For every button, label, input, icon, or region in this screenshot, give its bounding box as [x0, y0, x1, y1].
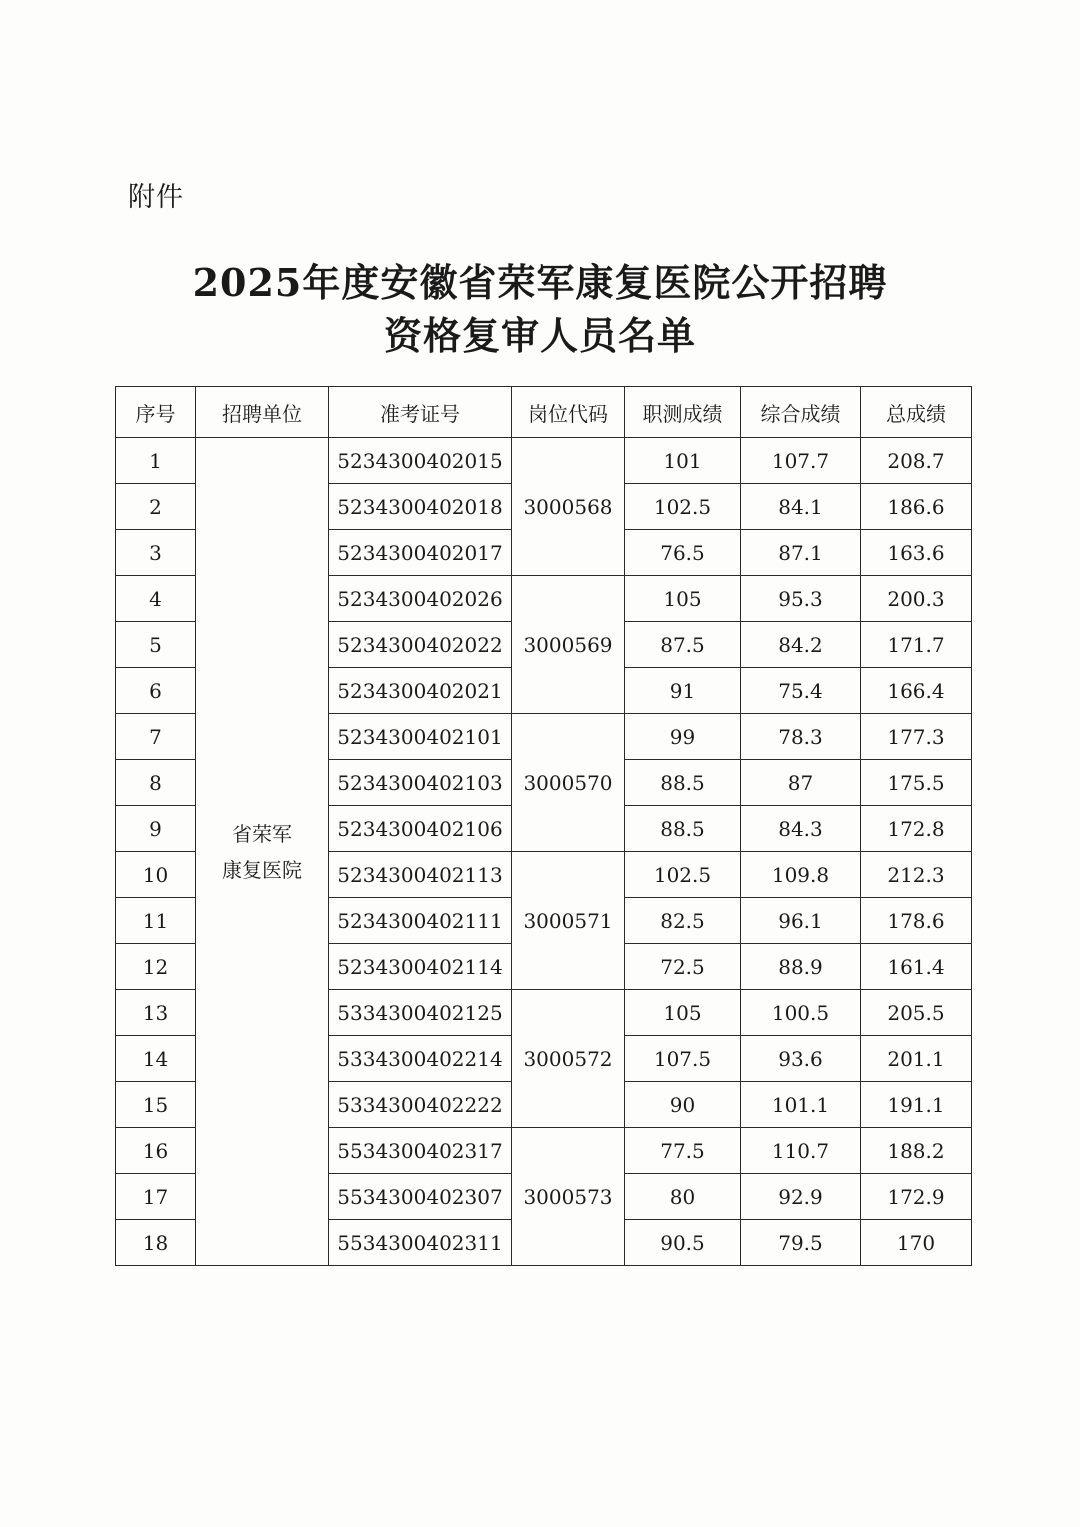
- exam-id: 5234300402018: [329, 484, 512, 530]
- total-score: 186.6: [861, 484, 972, 530]
- total-score: 205.5: [861, 990, 972, 1036]
- header-cell-aptitude-score: 职测成绩: [625, 387, 741, 438]
- total-score: 201.1: [861, 1036, 972, 1082]
- total-score: 166.4: [861, 668, 972, 714]
- aptitude-score: 82.5: [625, 898, 741, 944]
- comprehensive-score: 87: [741, 760, 861, 806]
- aptitude-score: 76.5: [625, 530, 741, 576]
- total-score: 163.6: [861, 530, 972, 576]
- row-index: 15: [116, 1082, 196, 1128]
- row-index: 6: [116, 668, 196, 714]
- row-index: 14: [116, 1036, 196, 1082]
- comprehensive-score: 96.1: [741, 898, 861, 944]
- comprehensive-score: 95.3: [741, 576, 861, 622]
- comprehensive-score: 84.1: [741, 484, 861, 530]
- exam-id: 5234300402026: [329, 576, 512, 622]
- attachment-label: 附件: [128, 182, 184, 213]
- comprehensive-score: 84.2: [741, 622, 861, 668]
- exam-id: 5234300402101: [329, 714, 512, 760]
- aptitude-score: 91: [625, 668, 741, 714]
- position-code: 3000569: [512, 576, 625, 714]
- aptitude-score: 80: [625, 1174, 741, 1220]
- header-cell-total-score: 总成绩: [861, 387, 972, 438]
- aptitude-score: 105: [625, 576, 741, 622]
- comprehensive-score: 93.6: [741, 1036, 861, 1082]
- position-code: 3000568: [512, 438, 625, 576]
- recruiting-unit-line2: 康复医院: [222, 857, 302, 882]
- row-index: 13: [116, 990, 196, 1036]
- exam-id: 5234300402111: [329, 898, 512, 944]
- total-score: 172.9: [861, 1174, 972, 1220]
- comprehensive-score: 109.8: [741, 852, 861, 898]
- total-score: 208.7: [861, 438, 972, 484]
- exam-id: 5334300402125: [329, 990, 512, 1036]
- total-score: 212.3: [861, 852, 972, 898]
- aptitude-score: 90.5: [625, 1220, 741, 1266]
- total-score: 170: [861, 1220, 972, 1266]
- aptitude-score: 72.5: [625, 944, 741, 990]
- header-cell-unit: 招聘单位: [196, 387, 329, 438]
- row-index: 12: [116, 944, 196, 990]
- header-cell-comprehensive-score: 综合成绩: [741, 387, 861, 438]
- exam-id: 5234300402015: [329, 438, 512, 484]
- recruiting-unit: [196, 438, 329, 1266]
- row-index: 8: [116, 760, 196, 806]
- aptitude-score: 77.5: [625, 1128, 741, 1174]
- exam-id: 5234300402103: [329, 760, 512, 806]
- total-score: 191.1: [861, 1082, 972, 1128]
- row-index: 10: [116, 852, 196, 898]
- aptitude-score: 90: [625, 1082, 741, 1128]
- comprehensive-score: 110.7: [741, 1128, 861, 1174]
- total-score: 161.4: [861, 944, 972, 990]
- comprehensive-score: 107.7: [741, 438, 861, 484]
- row-index: 9: [116, 806, 196, 852]
- exam-id: 5334300402222: [329, 1082, 512, 1128]
- exam-id: 5234300402017: [329, 530, 512, 576]
- comprehensive-score: 75.4: [741, 668, 861, 714]
- roster-table: [115, 386, 972, 1266]
- header-cell-index: 序号: [116, 387, 196, 438]
- exam-id: 5534300402307: [329, 1174, 512, 1220]
- total-score: 175.5: [861, 760, 972, 806]
- exam-id: 5234300402022: [329, 622, 512, 668]
- table-header-row: [116, 387, 972, 438]
- position-code: 3000571: [512, 852, 625, 990]
- row-index: 7: [116, 714, 196, 760]
- total-score: 188.2: [861, 1128, 972, 1174]
- aptitude-score: 102.5: [625, 484, 741, 530]
- row-index: 3: [116, 530, 196, 576]
- exam-id: 5534300402311: [329, 1220, 512, 1266]
- row-index: 2: [116, 484, 196, 530]
- total-score: 177.3: [861, 714, 972, 760]
- row-index: 5: [116, 622, 196, 668]
- exam-id: 5334300402214: [329, 1036, 512, 1082]
- header-cell-position-code: 岗位代码: [512, 387, 625, 438]
- aptitude-score: 88.5: [625, 806, 741, 852]
- header-cell-exam-id: 准考证号: [329, 387, 512, 438]
- comprehensive-score: 78.3: [741, 714, 861, 760]
- comprehensive-score: 101.1: [741, 1082, 861, 1128]
- aptitude-score: 105: [625, 990, 741, 1036]
- exam-id: 5234300402106: [329, 806, 512, 852]
- exam-id: 5234300402113: [329, 852, 512, 898]
- aptitude-score: 101: [625, 438, 741, 484]
- comprehensive-score: 92.9: [741, 1174, 861, 1220]
- row-index: 17: [116, 1174, 196, 1220]
- total-score: 172.8: [861, 806, 972, 852]
- recruiting-unit-line1: 省荣军: [232, 821, 292, 846]
- position-code: 3000570: [512, 714, 625, 852]
- row-index: 18: [116, 1220, 196, 1266]
- aptitude-score: 87.5: [625, 622, 741, 668]
- aptitude-score: 107.5: [625, 1036, 741, 1082]
- position-code: 3000572: [512, 990, 625, 1128]
- comprehensive-score: 84.3: [741, 806, 861, 852]
- row-index: 16: [116, 1128, 196, 1174]
- position-code: 3000573: [512, 1128, 625, 1266]
- comprehensive-score: 88.9: [741, 944, 861, 990]
- document-title-line1: 2025年度安徽省荣军康复医院公开招聘: [192, 260, 888, 305]
- row-index: 1: [116, 438, 196, 484]
- row-index: 11: [116, 898, 196, 944]
- comprehensive-score: 87.1: [741, 530, 861, 576]
- table-body: [116, 438, 972, 1266]
- comprehensive-score: 79.5: [741, 1220, 861, 1266]
- comprehensive-score: 100.5: [741, 990, 861, 1036]
- total-score: 178.6: [861, 898, 972, 944]
- exam-id: 5234300402114: [329, 944, 512, 990]
- aptitude-score: 102.5: [625, 852, 741, 898]
- exam-id: 5534300402317: [329, 1128, 512, 1174]
- aptitude-score: 99: [625, 714, 741, 760]
- document-title-line2: 资格复审人员名单: [383, 313, 696, 358]
- table-row: [116, 438, 972, 484]
- total-score: 200.3: [861, 576, 972, 622]
- exam-id: 5234300402021: [329, 668, 512, 714]
- total-score: 171.7: [861, 622, 972, 668]
- aptitude-score: 88.5: [625, 760, 741, 806]
- row-index: 4: [116, 576, 196, 622]
